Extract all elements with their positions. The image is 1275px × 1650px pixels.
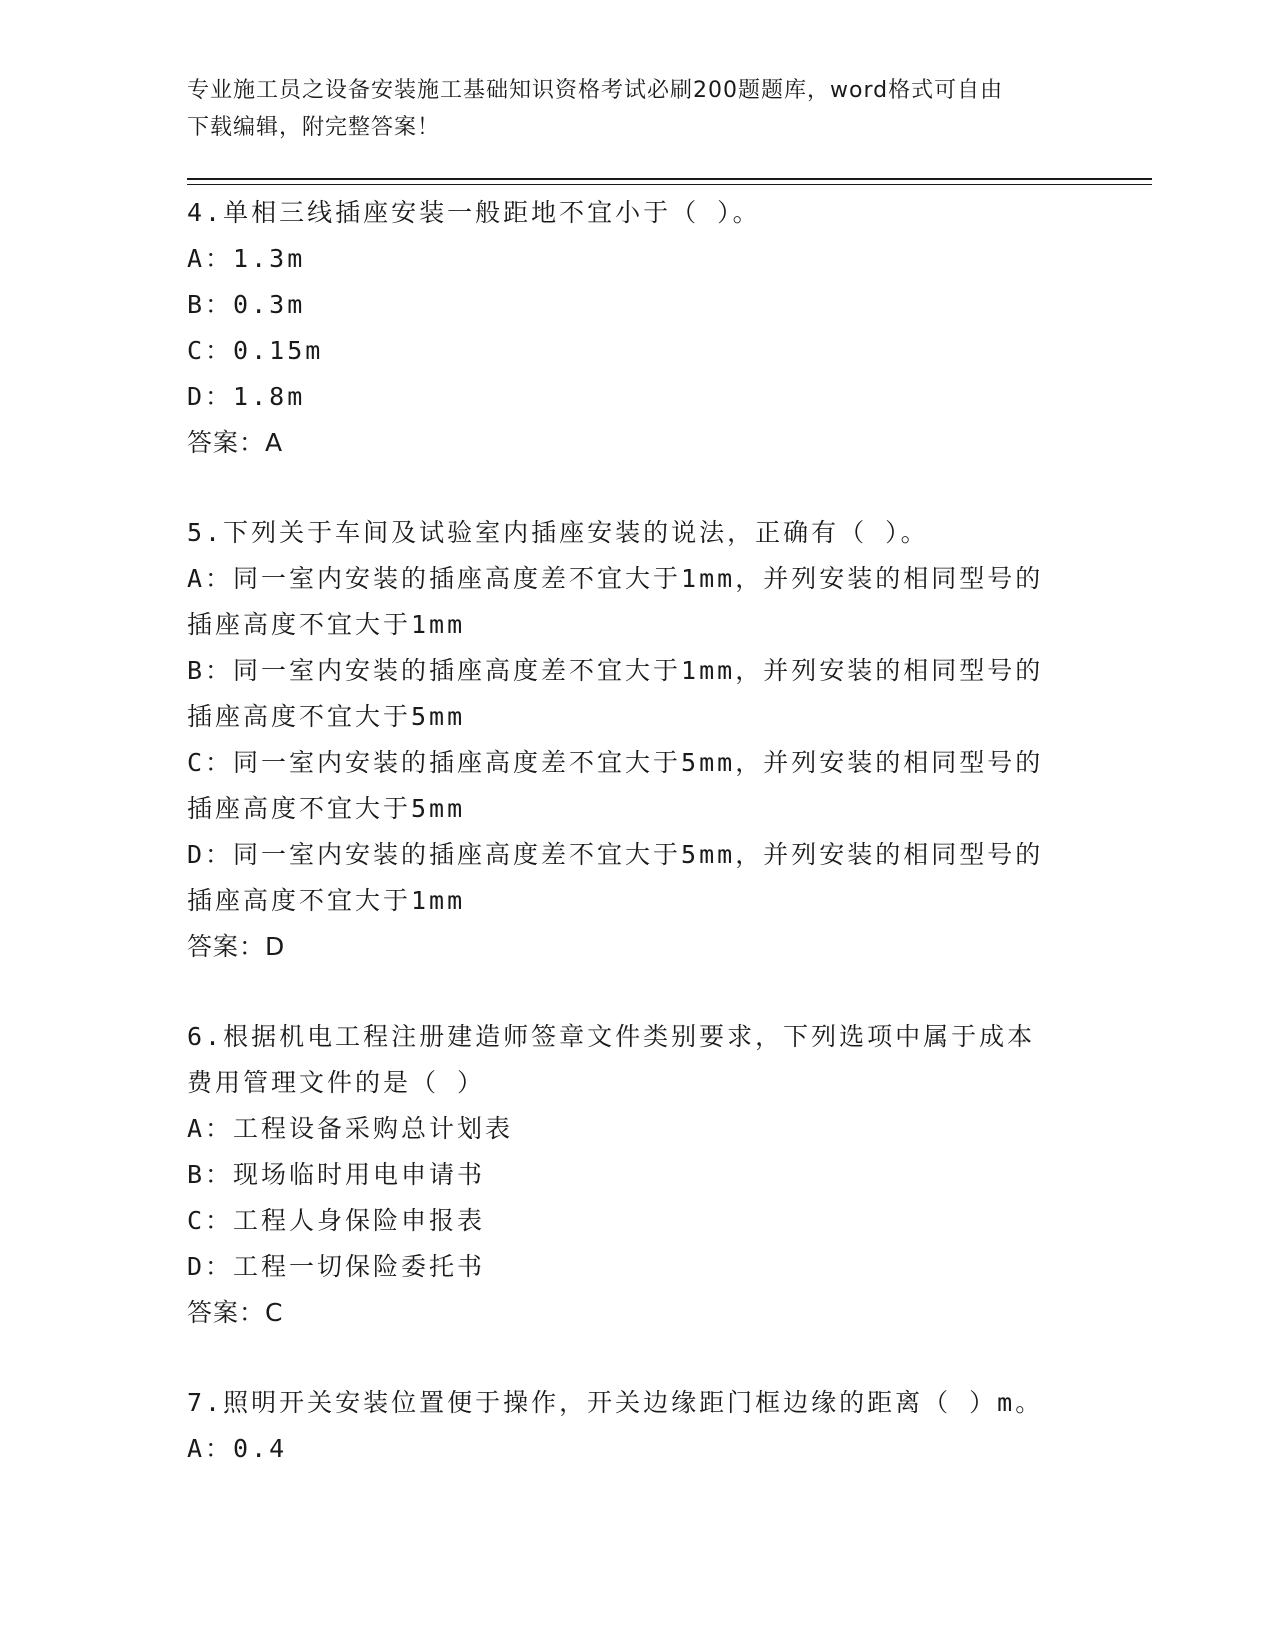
header-divider-thin <box>187 184 1152 185</box>
question-6-stem-line-2: 费用管理文件的是（ ） <box>187 1068 486 1097</box>
question-4-answer: 答案：A <box>187 428 284 457</box>
question-5-option-a-line-2: 插座高度不宜大于1mm <box>187 610 466 639</box>
question-7-stem: 7.照明开关安装位置便于操作，开关边缘距门框边缘的距离（ ）m。 <box>187 1388 1044 1417</box>
question-6-option-d: D：工程一切保险委托书 <box>187 1252 486 1281</box>
document-header <box>187 72 1067 146</box>
question-4-option-a: A：1.3m <box>187 244 306 273</box>
question-6-option-a: A：工程设备采购总计划表 <box>187 1114 514 1143</box>
question-5-stem: 5.下列关于车间及试验室内插座安装的说法，正确有（ ）。 <box>187 518 929 547</box>
question-5-answer: 答案：D <box>187 932 286 961</box>
question-5-option-b-line-1: B：同一室内安装的插座高度差不宜大于1mm，并列安装的相同型号的 <box>187 656 1044 685</box>
header-divider-thick <box>187 178 1152 180</box>
question-5-option-c-line-1: C：同一室内安装的插座高度差不宜大于5mm，并列安装的相同型号的 <box>187 748 1044 777</box>
question-5-option-a-line-1: A：同一室内安装的插座高度差不宜大于1mm，并列安装的相同型号的 <box>187 564 1044 593</box>
question-5-option-b-line-2: 插座高度不宜大于5mm <box>187 702 466 731</box>
question-5 <box>187 510 1087 970</box>
question-6-stem-line-1: 6.根据机电工程注册建造师签章文件类别要求，下列选项中属于成本 <box>187 1022 1036 1051</box>
question-5-option-d-line-1: D：同一室内安装的插座高度差不宜大于5mm，并列安装的相同型号的 <box>187 840 1044 869</box>
header-title-line-1: 专业施工员之设备安装施工基础知识资格考试必刷200题题库，word格式可自由 <box>187 78 1004 103</box>
question-4-option-d: D：1.8m <box>187 382 306 411</box>
question-6-answer: 答案：C <box>187 1298 284 1327</box>
question-4 <box>187 190 1087 466</box>
header-title-line-2: 下载编辑，附完整答案！ <box>187 115 441 140</box>
question-4-option-b: B：0.3m <box>187 290 306 319</box>
question-4-option-c: C：0.15m <box>187 336 324 365</box>
question-list <box>187 190 1087 1472</box>
question-6 <box>187 1014 1087 1336</box>
question-6-option-b: B：现场临时用电申请书 <box>187 1160 486 1189</box>
question-5-option-d-line-2: 插座高度不宜大于1mm <box>187 886 466 915</box>
question-7-option-a: A：0.4 <box>187 1434 288 1463</box>
question-7 <box>187 1380 1087 1472</box>
question-6-option-c: C：工程人身保险申报表 <box>187 1206 486 1235</box>
question-5-option-c-line-2: 插座高度不宜大于5mm <box>187 794 466 823</box>
question-4-stem: 4.单相三线插座安装一般距地不宜小于（ ）。 <box>187 198 761 227</box>
